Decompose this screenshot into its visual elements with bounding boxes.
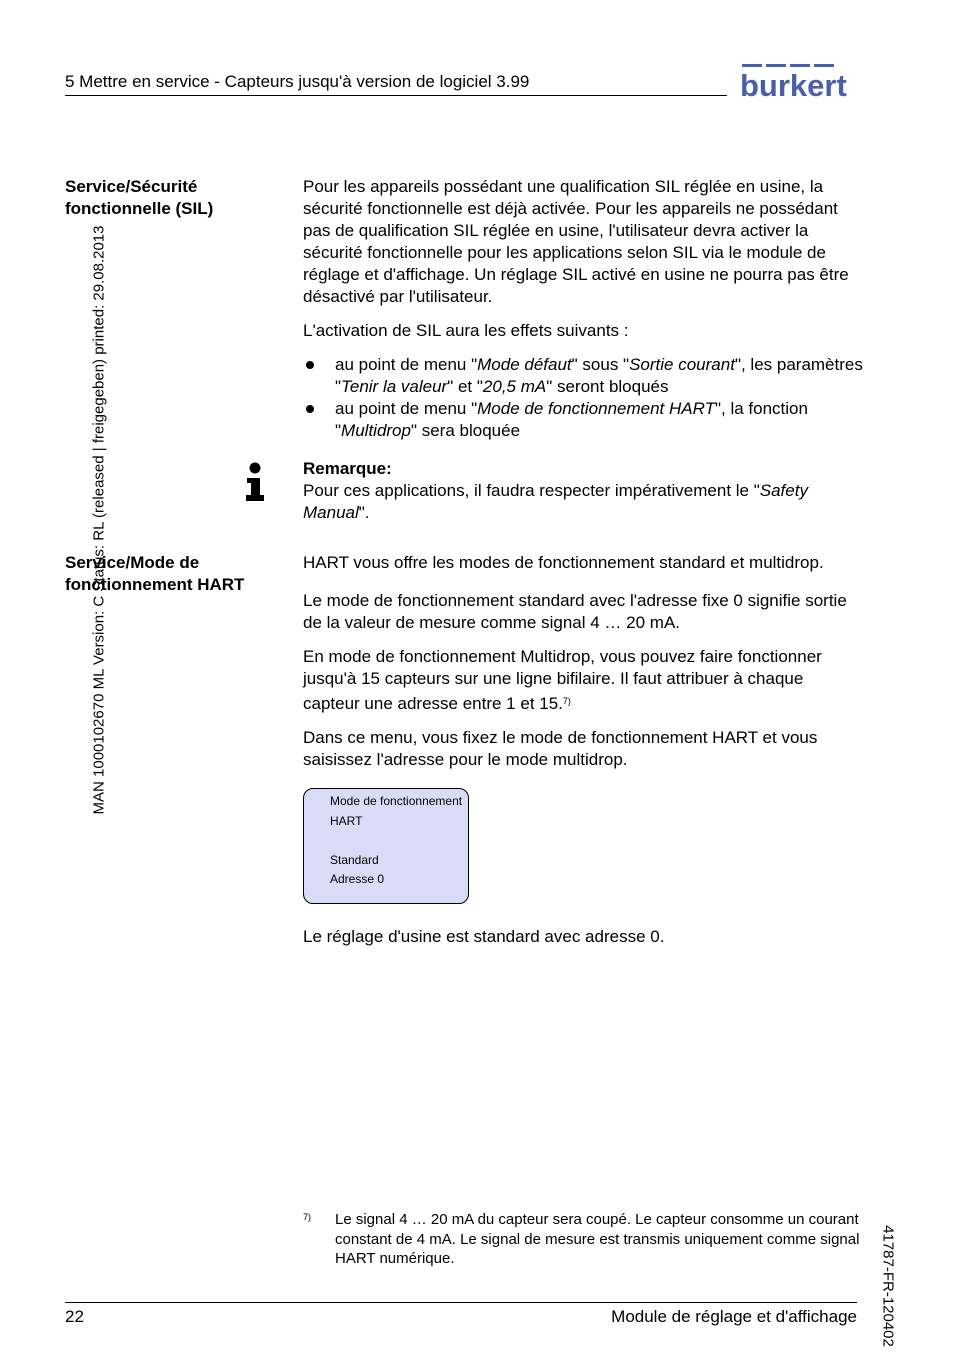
- footer-rule: [65, 1302, 857, 1303]
- sil-effects-list: [303, 354, 863, 442]
- hart-menu-paragraph: Dans ce menu, vous fixez le mode de fonctionnement HART et vous saisissez l'adresse pour le mode multidrop.: [303, 728, 818, 769]
- note-title: Remarque:: [303, 459, 392, 478]
- document-status-text: MAN 1000102670 ML Version: C Status: RL (released | freigegeben) printed: 29.08.2013: [90, 225, 108, 815]
- header-rule: [65, 95, 727, 96]
- hart-paragraph: HART vous offre les modes de fonctionnement standard et multidrop.: [303, 553, 824, 572]
- burkert-logo: [740, 62, 858, 100]
- footnote-ref: 7): [562, 696, 571, 706]
- info-icon: [244, 462, 266, 502]
- chapter-title: 5 Mettre en service - Capteurs jusqu'à version de logiciel 3.99: [65, 72, 530, 91]
- section-label-hart: Service/Mode de fonctionnement HART: [65, 553, 245, 594]
- section-label-sil: Service/Sécurité fonctionnelle (SIL): [65, 177, 214, 218]
- display-line: Standard: [330, 852, 379, 867]
- footnote: [303, 1210, 863, 1269]
- hart-paragraph: Le mode de fonctionnement standard avec l'adresse fixe 0 signifie sortie de la valeur de mesure comme signal 4 … 20 mA.: [303, 591, 847, 632]
- section-sil-body: [303, 176, 863, 524]
- note-block: [303, 458, 863, 524]
- list-item: au point de menu "Mode défaut" sous "Sortie courant", les paramètres "Tenir la valeur" et "20,5 mA" seront bloqués: [303, 354, 863, 398]
- logo-text: burkert: [740, 68, 847, 100]
- sil-intro: Pour les appareils possédant une qualification SIL réglée en usine, la sécurité fonctionnelle est déjà activée. Pour les appareils ne possédant pas de qualification SIL réglée en usine, l'utilisateur devra activer la sécurité fonctionnelle pour les applications selon SIL via le module de réglage et d'affichage. Un réglage SIL activé en usine ne pourra pas être désactivé par l'utilisateur.: [303, 177, 849, 306]
- sil-effects-intro: L'activation de SIL aura les effets suivants :: [303, 321, 629, 340]
- list-item: au point de menu "Mode de fonctionnement HART", la fonction "Multidrop" sera bloquée: [303, 398, 863, 442]
- display-line: Adresse 0: [330, 872, 385, 886]
- footer-title: Module de réglage et d'affichage: [611, 1307, 857, 1326]
- display-line: [330, 831, 468, 851]
- factory-setting-text: Le réglage d'usine est standard avec adresse 0.: [303, 927, 665, 946]
- footnote-text: Le signal 4 … 20 mA du capteur sera coupé. Le capteur consomme un courant constant de 4 mA. Le signal de mesure est transmis uniquement comme signal HART numérique.: [335, 1211, 860, 1267]
- display-line: Mode de fonctionnement: [330, 794, 463, 808]
- note-text: Pour ces applications, il faudra respecter impérativement le "Safety Manual".: [303, 481, 808, 522]
- page-number: 22: [65, 1307, 84, 1326]
- footnote-mark: 7): [303, 1212, 312, 1222]
- display-line: HART: [330, 813, 363, 828]
- section-hart-body: [303, 552, 863, 771]
- lcd-display: [303, 788, 469, 904]
- hart-multidrop-paragraph: En mode de fonctionnement Multidrop, vous pouvez faire fonctionner jusqu'à 15 capteurs sur une ligne bifilaire. Il faut attribuer à chaque capteur une adresse entre 1 et 15.$^{7)}$: [303, 647, 822, 713]
- document-code: 41787-FR-120402: [879, 1225, 897, 1347]
